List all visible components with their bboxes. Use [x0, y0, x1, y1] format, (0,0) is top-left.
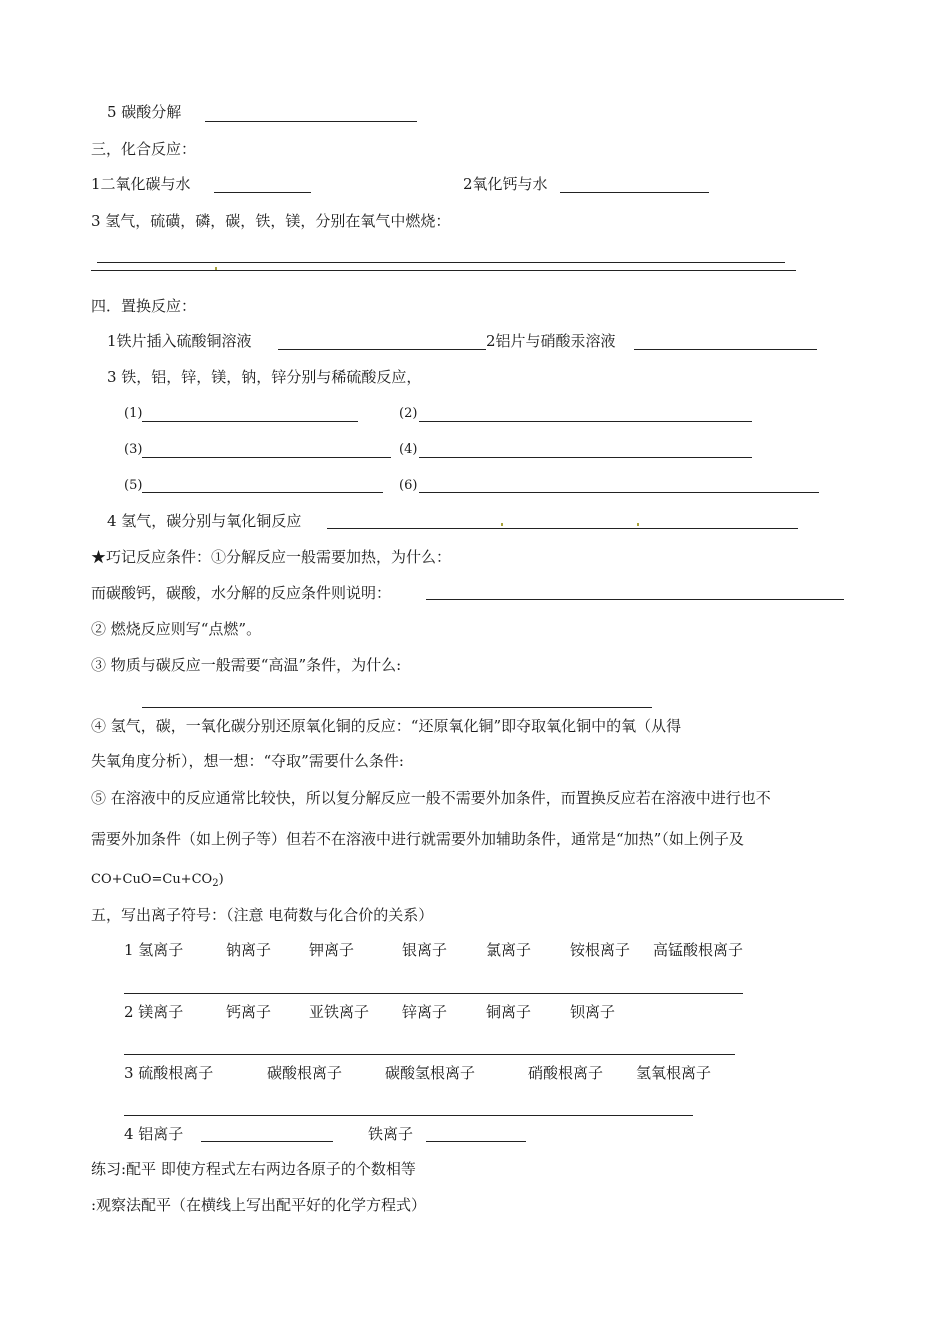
- answer-line[interactable]: [327, 528, 798, 529]
- ion-label: 碳酸根离子: [267, 1064, 343, 1082]
- ion-label: 硝酸根离子: [528, 1064, 604, 1082]
- tip-solution-reactions: ⑤ 在溶液中的反应通常比较快，所以复分解反应一般不需要外加条件，而置换反应若在溶液中进行也不: [91, 789, 771, 807]
- answer-line[interactable]: [142, 457, 391, 458]
- answer-line[interactable]: [278, 349, 486, 350]
- mark: [501, 523, 503, 526]
- answer-line[interactable]: [124, 993, 743, 994]
- item-carbonic-acid-decomposition: 5 碳酸分解: [107, 103, 182, 121]
- ion-label: 4 铝离子: [124, 1125, 184, 1143]
- answer-line[interactable]: [142, 707, 652, 708]
- tip-reduce-copper-oxide-cont: 失氧角度分析），想一想：“夺取”需要什么条件:: [91, 752, 404, 770]
- ion-label: 铵根离子: [570, 941, 631, 959]
- ion-label: 钠离子: [226, 941, 272, 959]
- tip-burning-ignite: ② 燃烧反应则写“点燃”。: [91, 620, 262, 638]
- ion-label: 银离子: [402, 941, 448, 959]
- sub-item-6: (6): [399, 478, 418, 493]
- ion-label: 钙离子: [226, 1003, 272, 1021]
- item-cao-water: 2氧化钙与水: [463, 175, 548, 193]
- section-displacement-reaction: 四．置换反应：: [91, 297, 197, 315]
- answer-line[interactable]: [201, 1141, 333, 1142]
- tip-solution-reactions-cont: 需要外加条件（如上例子等）但若不在溶液中进行就需要外加辅助条件，通常是“加热”（如上例子及: [91, 830, 744, 848]
- answer-line[interactable]: [142, 492, 383, 493]
- ion-label: 钡离子: [570, 1003, 616, 1021]
- ion-label: 钾离子: [309, 941, 355, 959]
- item-burning-in-oxygen: 3 氢气，硫磺，磷，碳，铁，镁，分别在氧气中燃烧：: [91, 212, 451, 230]
- ion-label: 氢氧根离子: [636, 1064, 712, 1082]
- answer-line[interactable]: [426, 1141, 526, 1142]
- item-aluminium-mercury-nitrate: 2铝片与硝酸汞溶液: [486, 332, 616, 350]
- tip-reduce-copper-oxide: ④ 氢气，碳，一氧化碳分别还原氧化铜的反应：“还原氧化铜”即夺取氧化铜中的氧（从得: [91, 717, 682, 735]
- ion-label: 铁离子: [368, 1125, 414, 1143]
- answer-line[interactable]: [124, 1115, 693, 1116]
- item-hydrogen-carbon-copper-oxide: 4 氢气，碳分别与氧化铜反应: [107, 512, 302, 530]
- sub-item-1: (1): [124, 406, 143, 421]
- item-metals-dilute-sulfuric-acid: 3 铁，铝，锌，镁，钠，锌分别与稀硫酸反应，: [107, 368, 422, 386]
- answer-line[interactable]: [214, 192, 311, 193]
- mark: [637, 523, 639, 526]
- ion-label: 高锰酸根离子: [653, 941, 744, 959]
- section-ion-symbols: 五，写出离子符号：（注意 电荷数与化合价的关系）: [91, 906, 434, 924]
- sub-item-3: (3): [124, 442, 143, 457]
- ion-label: 亚铁离子: [309, 1003, 370, 1021]
- tip-decomposition-explanation: 而碳酸钙，碳酸，水分解的反应条件则说明：: [91, 584, 392, 602]
- answer-line[interactable]: [426, 599, 844, 600]
- answer-line[interactable]: [419, 492, 819, 493]
- answer-line[interactable]: [142, 421, 358, 422]
- answer-line[interactable]: [91, 270, 796, 271]
- answer-line[interactable]: [419, 421, 752, 422]
- ion-label: 1 氢离子: [124, 941, 184, 959]
- ion-label: 锌离子: [402, 1003, 448, 1021]
- equation-co-cuo: $CO+CuO=Cu+CO_2$): [91, 872, 224, 889]
- item-iron-copper-sulfate: 1铁片插入硫酸铜溶液: [107, 332, 252, 350]
- sub-item-5: (5): [124, 478, 143, 493]
- sub-item-2: (2): [399, 406, 418, 421]
- exercise-balancing: 练习:配平 即使方程式左右两边各原子的个数相等: [91, 1160, 416, 1178]
- ion-label: 3 硫酸根离子: [124, 1064, 214, 1082]
- ion-label: 铜离子: [486, 1003, 532, 1021]
- exercise-observation-method: :观察法配平（在横线上写出配平好的化学方程式）: [91, 1196, 427, 1214]
- answer-line[interactable]: [97, 262, 785, 263]
- ion-label: 碳酸氢根离子: [385, 1064, 476, 1082]
- answer-line[interactable]: [205, 121, 417, 122]
- mark: [215, 267, 217, 270]
- ion-label: 2 镁离子: [124, 1003, 184, 1021]
- item-co2-water: 1二氧化碳与水: [91, 175, 191, 193]
- answer-line[interactable]: [634, 349, 817, 350]
- ion-label: 氯离子: [486, 941, 532, 959]
- answer-line[interactable]: [560, 192, 709, 193]
- section-combination-reaction: 三，化合反应：: [91, 140, 197, 158]
- tip-carbon-high-temperature: ③ 物质与碳反应一般需要“高温”条件，为什么:: [91, 656, 402, 674]
- answer-line[interactable]: [124, 1054, 735, 1055]
- tip-decomposition-heating: ★巧记反应条件：①分解反应一般需要加热，为什么：: [91, 548, 452, 566]
- sub-item-4: (4): [399, 442, 418, 457]
- answer-line[interactable]: [419, 457, 752, 458]
